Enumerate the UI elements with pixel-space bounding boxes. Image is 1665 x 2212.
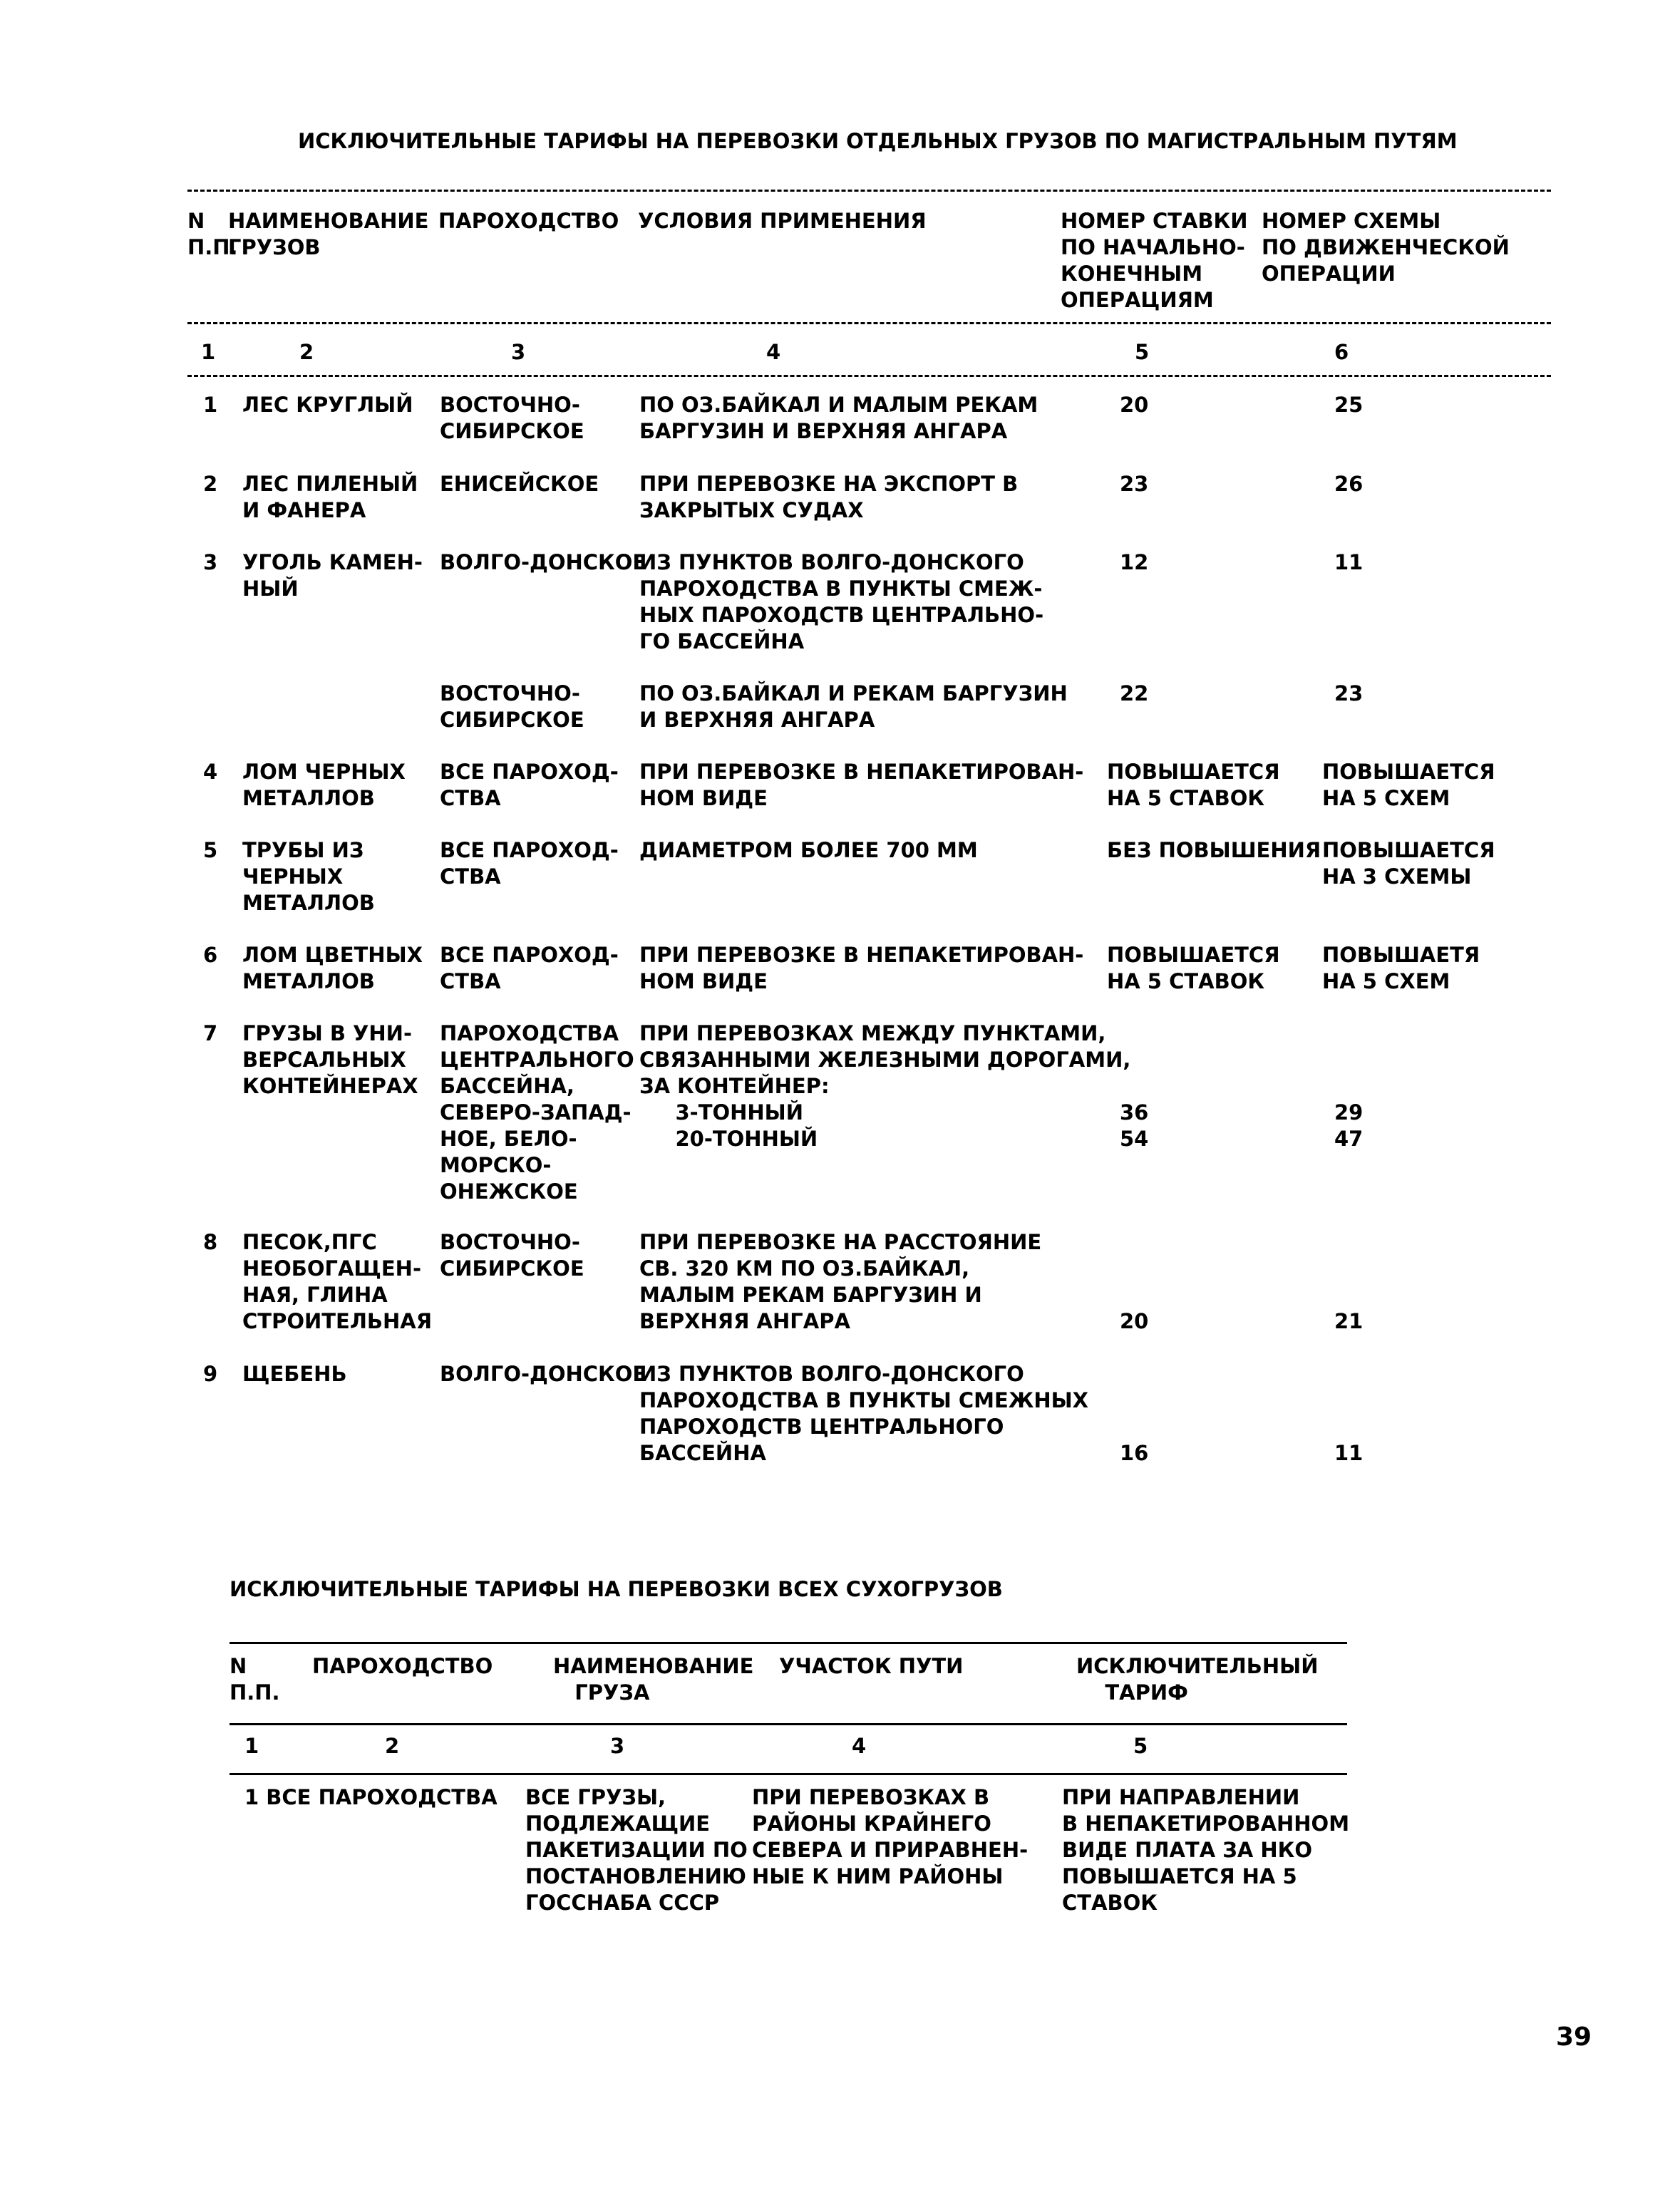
table-row-number: 8 — [203, 1230, 218, 1254]
t2-colnum: 2 — [385, 1734, 400, 1758]
table-row-conditions: ПРИ ПЕРЕВОЗКАХ МЕЖДУ ПУНКТАМИ, СВЯЗАННЫМИ ЖЕЛЕЗНЫМИ ДОРОГАМИ, ЗА КОНТЕЙНЕР: 3-ТОННЫЙ 20-ТОННЫЙ — [639, 1021, 1131, 1151]
table-row-company: ВСЕ ПАРОХОД- СТВА — [440, 760, 619, 810]
table-row-scheme: 11 — [1334, 1441, 1364, 1465]
table1-title: ИСКЛЮЧИТЕЛЬНЫЕ ТАРИФЫ НА ПЕРЕВОЗКИ ОТДЕЛЬНЫХ ГРУЗОВ ПО МАГИСТРАЛЬНЫМ ПУТЯМ — [298, 129, 1458, 153]
page-number: 39 — [1556, 2022, 1592, 2052]
table2-title: ИСКЛЮЧИТЕЛЬНЫЕ ТАРИФЫ НА ПЕРЕВОЗКИ ВСЕХ СУХОГРУЗОВ — [230, 1577, 1003, 1601]
table-row-company: ВОСТОЧНО- СИБИРСКОЕ — [440, 393, 584, 443]
t2-row-cargo: ВСЕ ГРУЗЫ, ПОДЛЕЖАЩИЕ ПАКЕТИЗАЦИИ ПО ПОСТАНОВЛЕНИЮ ГОССНАБА СССР — [525, 1785, 748, 1915]
table-row-conditions: ДИАМЕТРОМ БОЛЕЕ 700 ММ — [639, 838, 978, 862]
t1-header-conditions: УСЛОВИЯ ПРИМЕНЕНИЯ — [638, 209, 927, 233]
table-row-scheme: 25 — [1334, 393, 1364, 417]
t2-colnum: 1 — [244, 1734, 259, 1758]
table-row-rate: БЕЗ ПОВЫШЕНИЯ — [1107, 838, 1321, 862]
table-row-company: ВОЛГО-ДОНСКОЕ — [440, 1362, 647, 1386]
table-row-company: ВОСТОЧНО- СИБИРСКОЕ — [440, 1230, 584, 1281]
table-row-scheme: 11 — [1334, 550, 1364, 574]
t1-header-company: ПАРОХОДСТВО — [438, 209, 619, 233]
t2-colnum: 3 — [610, 1734, 625, 1758]
table-row-cargo: ЛЕС ПИЛЕНЫЙ И ФАНЕРА — [242, 472, 418, 522]
table-row-company: ВОСТОЧНО- СИБИРСКОЕ — [440, 681, 584, 732]
table-row-cargo: ГРУЗЫ В УНИ- ВЕРСАЛЬНЫХ КОНТЕЙНЕРАХ — [242, 1021, 418, 1098]
t1-colnum: 1 — [201, 340, 216, 364]
t2-row-company: 1 ВСЕ ПАРОХОДСТВА — [244, 1785, 498, 1809]
table-row-company: ВСЕ ПАРОХОД- СТВА — [440, 838, 619, 889]
table-row-scheme: 26 — [1334, 472, 1364, 496]
table-row-number: 3 — [203, 550, 218, 574]
table-row-number: 4 — [203, 760, 218, 784]
table-row-number: 1 — [203, 393, 218, 417]
table-row-cargo: ПЕСОК,ПГС НЕОБОГАЩЕН- НАЯ, ГЛИНА СТРОИТЕЛЬНАЯ — [242, 1230, 433, 1333]
table-row-conditions: ПРИ ПЕРЕВОЗКЕ НА ЭКСПОРТ В ЗАКРЫТЫХ СУДАХ — [639, 472, 1019, 522]
t2-header-tariff: ИСКЛЮЧИТЕЛЬНЫЙ ТАРИФ — [1076, 1654, 1319, 1705]
t2-header-company: ПАРОХОДСТВО — [312, 1654, 493, 1678]
t1-header-scheme: НОМЕР СХЕМЫ ПО ДВИЖЕНЧЕСКОЙ ОПЕРАЦИИ — [1262, 209, 1510, 286]
table-row-rate: 36 54 — [1120, 1100, 1149, 1151]
t2-header-route: УЧАСТОК ПУТИ — [779, 1654, 964, 1678]
table-row-rate: ПОВЫШАЕТСЯ НА 5 СТАВОК — [1107, 943, 1280, 993]
table-row-rate: 23 — [1120, 472, 1149, 496]
table-row-conditions: ПРИ ПЕРЕВОЗКЕ НА РАССТОЯНИЕ СВ. 320 КМ ПО ОЗ.БАЙКАЛ, МАЛЫМ РЕКАМ БАРГУЗИН И ВЕРХНЯЯ АНГАРА — [639, 1230, 1042, 1333]
table-row-number: 9 — [203, 1362, 218, 1386]
t1-colnum: 6 — [1334, 340, 1349, 364]
table1-rule-top — [187, 190, 1551, 192]
table-row-cargo: ЛОМ ЧЕРНЫХ МЕТАЛЛОВ — [242, 760, 406, 810]
table-row-conditions: ИЗ ПУНКТОВ ВОЛГО-ДОНСКОГО ПАРОХОДСТВА В ПУНКТЫ СМЕЖНЫХ ПАРОХОДСТВ ЦЕНТРАЛЬНОГО БАССЕЙНА — [639, 1362, 1089, 1465]
table-row-conditions: ПРИ ПЕРЕВОЗКЕ В НЕПАКЕТИРОВАН- НОМ ВИДЕ — [639, 760, 1084, 810]
table1-rule-header — [187, 322, 1551, 324]
table-row-scheme: 21 — [1334, 1309, 1364, 1333]
table-row-cargo: ЩЕБЕНЬ — [242, 1362, 347, 1386]
table-row-number: 2 — [203, 472, 218, 496]
table-row-scheme: 29 47 — [1334, 1100, 1364, 1151]
table-row-cargo: ЛОМ ЦВЕТНЫХ МЕТАЛЛОВ — [242, 943, 423, 993]
table-row-cargo: ЛЕС КРУГЛЫЙ — [242, 393, 413, 417]
table1-rule-colnums — [187, 375, 1551, 377]
table-row-conditions: ПО ОЗ.БАЙКАЛ И РЕКАМ БАРГУЗИН И ВЕРХНЯЯ АНГАРА — [639, 681, 1068, 732]
table-row-conditions: ПО ОЗ.БАЙКАЛ И МАЛЫМ РЕКАМ БАРГУЗИН И ВЕРХНЯЯ АНГАРА — [639, 393, 1038, 443]
table-row-rate: ПОВЫШАЕТСЯ НА 5 СТАВОК — [1107, 760, 1280, 810]
table-row-conditions: ПРИ ПЕРЕВОЗКЕ В НЕПАКЕТИРОВАН- НОМ ВИДЕ — [639, 943, 1084, 993]
t2-row-route: ПРИ ПЕРЕВОЗКАХ В РАЙОНЫ КРАЙНЕГО СЕВЕРА И ПРИРАВНЕН- НЫЕ К НИМ РАЙОНЫ — [752, 1785, 1029, 1888]
table-row-rate: 12 — [1120, 550, 1149, 574]
table-row-company: ЕНИСЕЙСКОЕ — [440, 472, 599, 496]
table-row-number: 5 — [203, 838, 218, 862]
table-row-scheme: 23 — [1334, 681, 1364, 706]
t1-colnum: 5 — [1135, 340, 1150, 364]
t1-colnum: 4 — [766, 340, 781, 364]
t2-header-cargo: НАИМЕНОВАНИЕ ГРУЗА — [553, 1654, 754, 1705]
table-row-rate: 16 — [1120, 1441, 1149, 1465]
t1-header-name: НАИМЕНОВАНИЕ ГРУЗОВ — [228, 209, 429, 259]
t1-colnum: 3 — [511, 340, 526, 364]
table-row-company: ВОЛГО-ДОНСКОЕ — [440, 550, 647, 574]
table2-rule-colnums — [230, 1773, 1347, 1775]
table2-rule-header — [230, 1723, 1347, 1725]
t1-header-npp: N П.П. — [187, 209, 238, 259]
table-row-company: ВСЕ ПАРОХОД- СТВА — [440, 943, 619, 993]
t1-colnum: 2 — [299, 340, 314, 364]
table-row-cargo: ТРУБЫ ИЗ ЧЕРНЫХ МЕТАЛЛОВ — [242, 838, 375, 915]
table-row-scheme: ПОВЫШАЕТСЯ НА 5 СХЕМ — [1322, 760, 1495, 810]
table-row-scheme: ПОВЫШАЕТЯ НА 5 СХЕМ — [1322, 943, 1480, 993]
t1-header-rate: НОМЕР СТАВКИ ПО НАЧАЛЬНО- КОНЕЧНЫМ ОПЕРАЦИЯМ — [1061, 209, 1248, 312]
table-row-cargo: УГОЛЬ КАМЕН- НЫЙ — [242, 550, 423, 601]
t2-row-tariff: ПРИ НАПРАВЛЕНИИ В НЕПАКЕТИРОВАННОМ ВИДЕ ПЛАТА ЗА НКО ПОВЫШАЕТСЯ НА 5 СТАВОК — [1062, 1785, 1350, 1915]
table-row-rate: 22 — [1120, 681, 1149, 706]
table2-rule-top — [230, 1642, 1347, 1644]
table-row-rate: 20 — [1120, 393, 1149, 417]
table-row-rate: 20 — [1120, 1309, 1149, 1333]
t2-header-npp: N П.П. — [230, 1654, 280, 1705]
t2-colnum: 4 — [852, 1734, 867, 1758]
t2-colnum: 5 — [1133, 1734, 1148, 1758]
table-row-scheme: ПОВЫШАЕТСЯ НА 3 СХЕМЫ — [1322, 838, 1495, 889]
table-row-company: ПАРОХОДСТВА ЦЕНТРАЛЬНОГО БАССЕЙНА, СЕВЕРО-ЗАПАД- НОЕ, БЕЛО- МОРСКО- ОНЕЖСКОЕ — [440, 1021, 634, 1204]
table-row-number: 6 — [203, 943, 218, 967]
table-row-conditions: ИЗ ПУНКТОВ ВОЛГО-ДОНСКОГО ПАРОХОДСТВА В ПУНКТЫ СМЕЖ- НЫХ ПАРОХОДСТВ ЦЕНТРАЛЬНО- ГО БАССЕЙНА — [639, 550, 1044, 653]
table-row-number: 7 — [203, 1021, 218, 1045]
